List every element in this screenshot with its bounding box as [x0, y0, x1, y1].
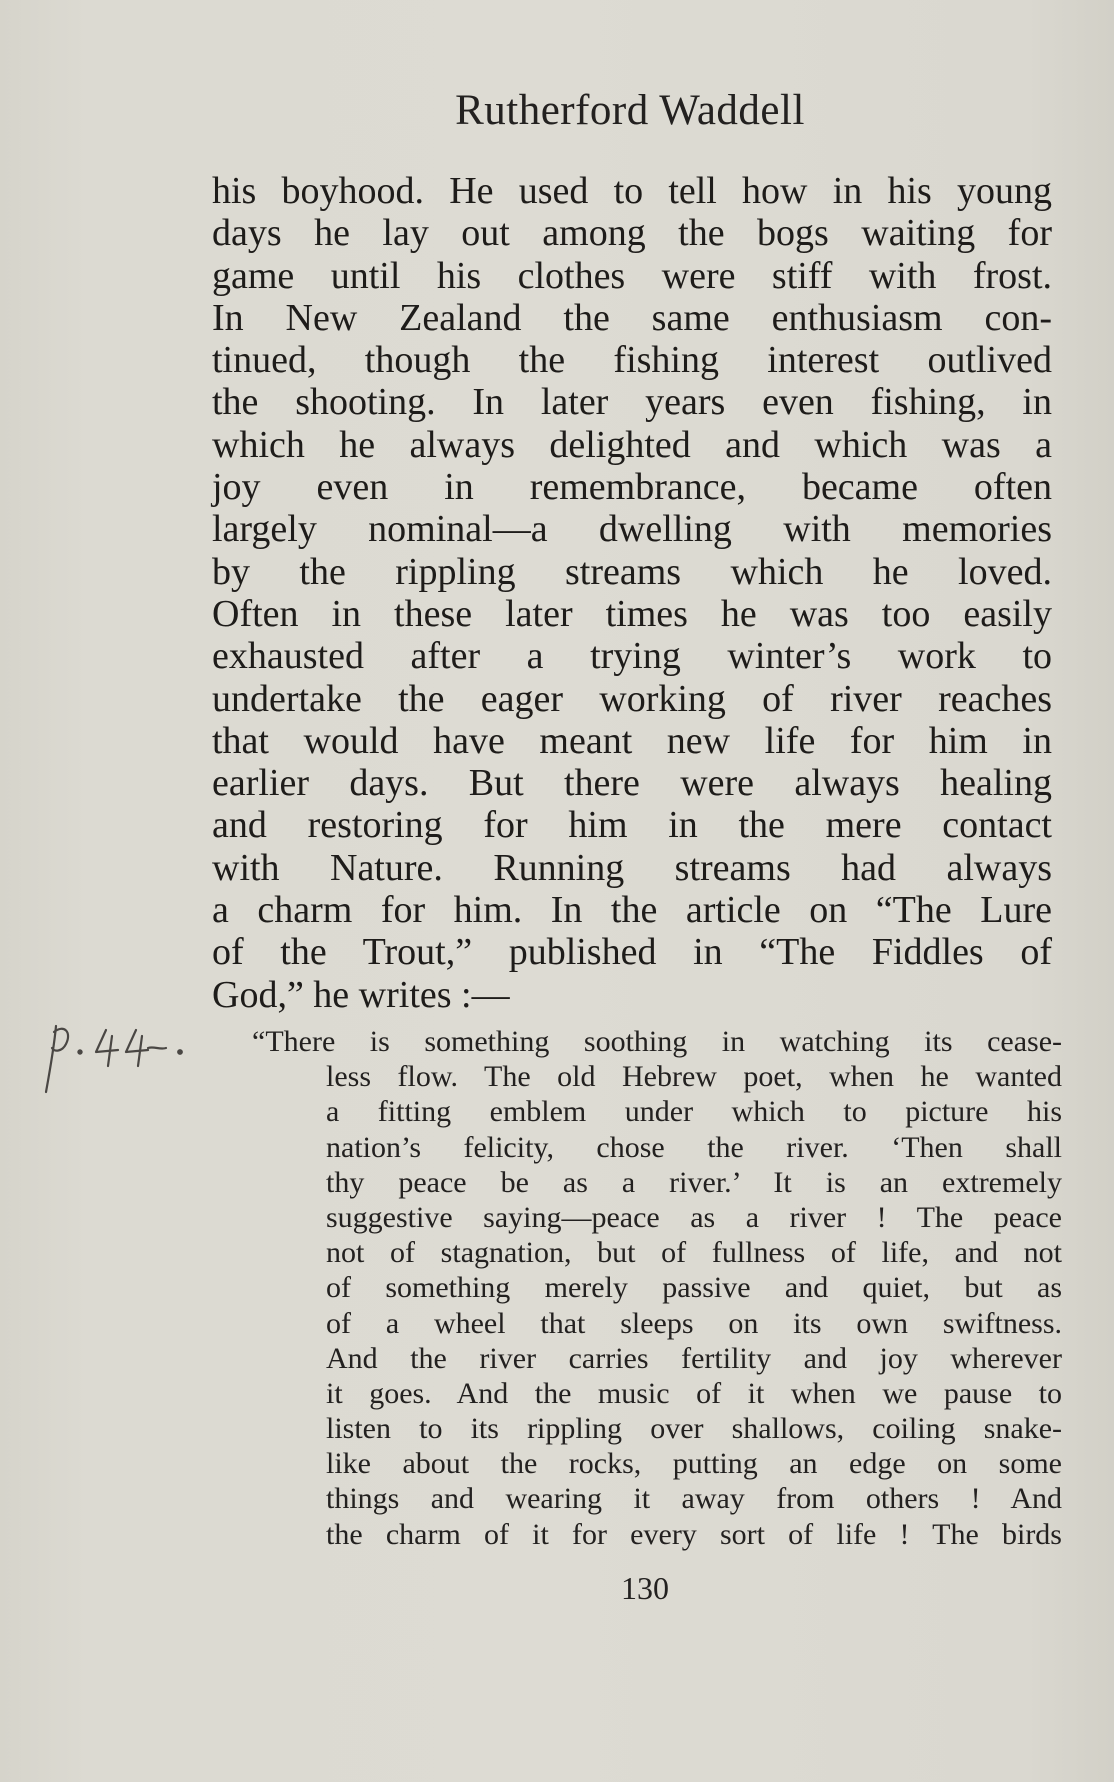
body-line: that would have meant new life for him in — [212, 719, 1052, 762]
body-line: undertake the eager working of river reaches — [212, 677, 1052, 720]
quote-line: not of stagnation, but of fullness of life, and not — [326, 1236, 1062, 1270]
quote-line: listen to its rippling over shallows, coiling snake- — [326, 1412, 1062, 1446]
body-line: exhausted after a trying winter’s work to — [212, 635, 1052, 678]
quote-line: it goes. And the music of it when we pause to — [326, 1376, 1062, 1410]
body-line: and restoring for him in the mere contact — [212, 804, 1052, 847]
body-line: earlier days. But there were always healing — [212, 762, 1052, 805]
block-quotation — [252, 1024, 1062, 1552]
body-line: Often in these later times he was too easily — [212, 592, 1052, 635]
running-head: Rutherford Waddell — [455, 87, 805, 134]
quote-line: less flow. The old Hebrew poet, when he wanted — [326, 1060, 1062, 1094]
handwritten-margin-note — [30, 1018, 220, 1098]
body-line: the shooting. In later years even fishing, in — [212, 381, 1052, 424]
body-line: a charm for him. In the article on “The Lure — [212, 889, 1052, 932]
body-line: joy even in remembrance, became often — [212, 466, 1052, 509]
quote-line: of something merely passive and quiet, but as — [326, 1271, 1062, 1305]
quote-line: things and wearing it away from others ! And — [326, 1482, 1062, 1516]
quote-line: a fitting emblem under which to picture his — [326, 1095, 1062, 1129]
quote-line: nation’s felicity, chose the river. ‘Then shall — [326, 1130, 1062, 1164]
body-line: In New Zealand the same enthusiasm con- — [212, 296, 1052, 339]
body-paragraph — [212, 170, 1052, 1016]
quote-line: thy peace be as a river.’ It is an extremely — [326, 1165, 1062, 1199]
quote-line: “There is something soothing in watching its cease- — [252, 1025, 1062, 1058]
body-line: tinued, though the fishing interest outlived — [212, 339, 1052, 382]
quote-line: And the river carries fertility and joy wherever — [326, 1341, 1062, 1375]
pencil-annotation-icon — [30, 1018, 220, 1098]
page-number: 130 — [621, 1570, 669, 1606]
body-line: God,” he writes :— — [212, 973, 510, 1016]
body-line: largely nominal—a dwelling with memories — [212, 508, 1052, 551]
body-line: game until his clothes were stiff with frost. — [212, 254, 1052, 297]
quote-line: of a wheel that sleeps on its own swiftness. — [326, 1306, 1062, 1340]
body-line: by the rippling streams which he loved. — [212, 550, 1052, 593]
body-line: his boyhood. He used to tell how in his young — [212, 170, 1052, 212]
body-line: with Nature. Running streams had always — [212, 846, 1052, 889]
quote-line: the charm of it for every sort of life ! The birds — [326, 1517, 1062, 1551]
body-line: of the Trout,” published in “The Fiddles of — [212, 931, 1052, 974]
quote-line: suggestive saying—peace as a river ! The peace — [326, 1200, 1062, 1234]
body-line: which he always delighted and which was a — [212, 423, 1052, 466]
body-line: days he lay out among the bogs waiting for — [212, 212, 1052, 255]
quote-line: like about the rocks, putting an edge on some — [326, 1447, 1062, 1481]
